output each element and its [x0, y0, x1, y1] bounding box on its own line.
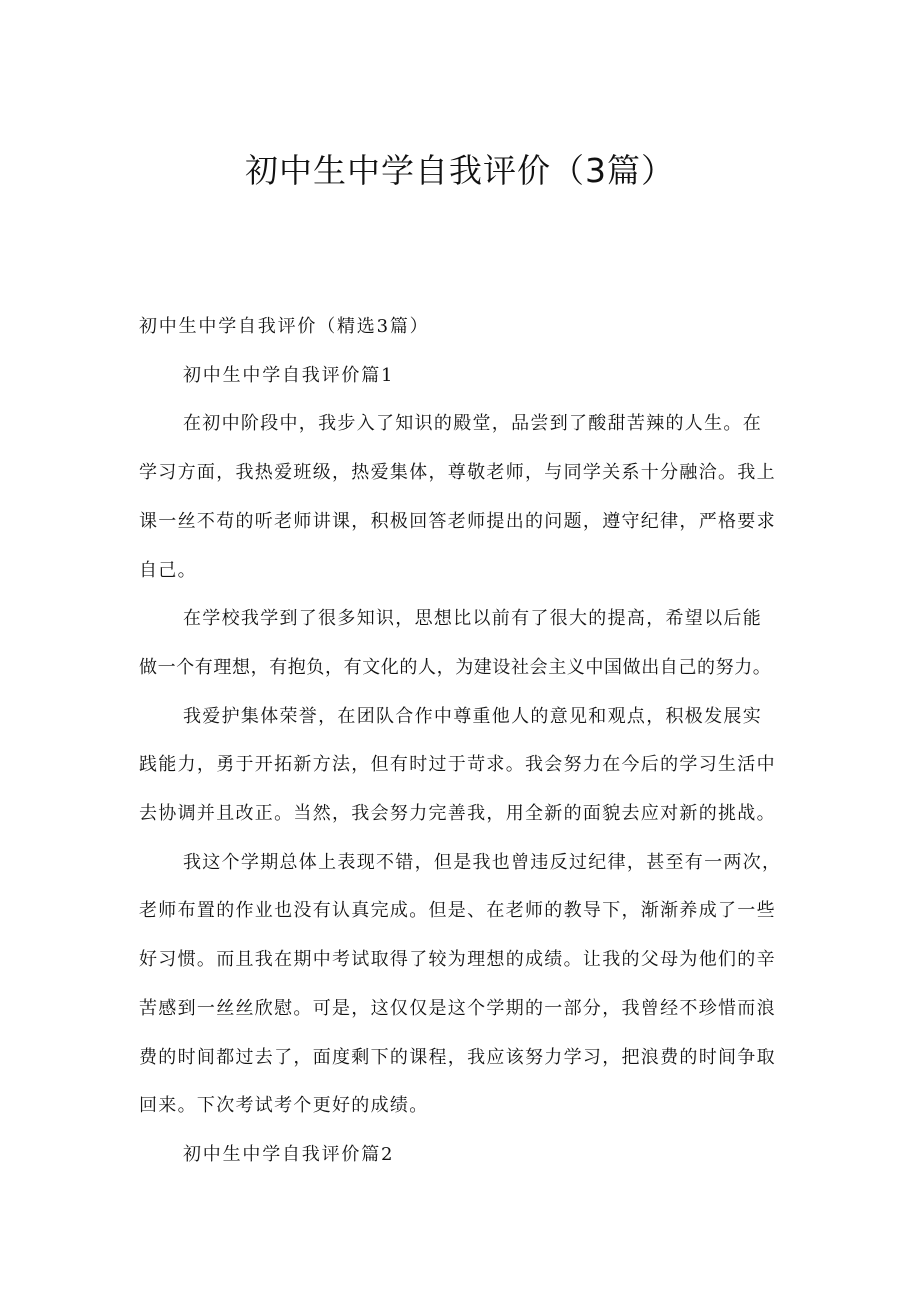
document-body — [139, 303, 792, 1180]
section-1 — [139, 352, 792, 1131]
paragraph-line: 自己。 — [139, 559, 197, 581]
paragraph-line: 苦感到一丝丝欣慰。可是，这仅仅是这个学期的一部分，我曾经不珍惜而浪 — [139, 997, 776, 1019]
paragraph-line: 老师布置的作业也没有认真完成。但是、在老师的教导下，渐渐养成了一些 — [139, 900, 776, 922]
document-subtitle: 初中生中学自我评价（精选3篇） — [139, 316, 430, 337]
paragraph-line: 在学校我学到了很多知识，思想比以前有了很大的提高，希望以后能 — [183, 608, 762, 630]
paragraph-line: 好习惯。而且我在期中考试取得了较为理想的成绩。让我的父母为他们的辛 — [139, 949, 776, 971]
paragraph-1 — [139, 400, 792, 595]
section-heading: 初中生中学自我评价篇1 — [183, 364, 395, 386]
paragraph-line: 做一个有理想，有抱负，有文化的人，为建设社会主义中国做出自己的努力。 — [139, 656, 772, 678]
document-title: 初中生中学自我评价（3篇） — [245, 151, 675, 190]
paragraph-line: 在初中阶段中，我步入了知识的殿堂，品尝到了酸甜苦辣的人生。在 — [183, 413, 762, 435]
paragraph-line: 我这个学期总体上表现不错，但是我也曾违反过纪律，甚至有一两次， — [183, 851, 782, 873]
paragraph-4 — [139, 839, 792, 1131]
paragraph-line: 去协调并且改正。当然，我会努力完善我，用全新的面貌去应对新的挑战。 — [139, 803, 776, 825]
paragraph-line: 费的时间都过去了，面度剩下的课程，我应该努力学习，把浪费的时间争取 — [139, 1046, 776, 1068]
paragraph-2 — [139, 595, 792, 692]
section-heading: 初中生中学自我评价篇2 — [183, 1143, 395, 1165]
paragraph-line: 回来。下次考试考个更好的成绩。 — [139, 1095, 429, 1117]
paragraph-line: 课一丝不苟的听老师讲课，积极回答老师提出的问题，遵守纪律，严格要求 — [139, 510, 776, 532]
paragraph-line: 我爱护集体荣誉，在团队合作中尊重他人的意见和观点，积极发展实 — [183, 705, 762, 727]
paragraph-line: 学习方面，我热爱班级，热爱集体，尊敬老师，与同学关系十分融洽。我上 — [139, 462, 776, 484]
paragraph-line: 践能力，勇于开拓新方法，但有时过于苛求。我会努力在今后的学习生活中 — [139, 754, 776, 776]
section-2 — [139, 1131, 792, 1180]
paragraph-3 — [139, 693, 792, 839]
